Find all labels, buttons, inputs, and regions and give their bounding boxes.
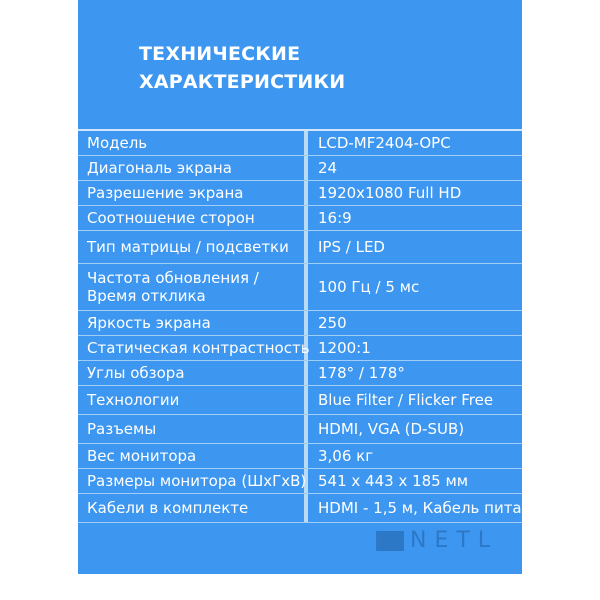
spec-value: IPS / LED <box>318 238 385 256</box>
title-line-2: ХАРАКТЕРИСТИКИ <box>139 71 346 93</box>
spec-label: Диагональ экрана <box>78 156 308 180</box>
spec-row-model <box>78 129 522 155</box>
spec-value: 100 Гц / 5 мс <box>318 278 420 296</box>
spec-row-brightness <box>78 310 522 335</box>
spec-row-dimensions <box>78 468 522 493</box>
spec-value: 3,06 кг <box>318 447 374 465</box>
spec-value: 178° / 178° <box>318 364 405 382</box>
logo-text: NETL <box>410 528 499 553</box>
spec-value: 541 x 443 x 185 мм <box>318 472 469 490</box>
spec-label: Технологии <box>78 386 308 414</box>
spec-label: Разрешение экрана <box>78 181 308 205</box>
spec-card <box>78 0 522 574</box>
spec-label: Модель <box>78 131 308 155</box>
spec-value: 16:9 <box>318 209 352 227</box>
spec-label: Яркость экрана <box>78 311 308 335</box>
spec-value: Blue Filter / Flicker Free <box>318 391 494 409</box>
spec-row-aspect <box>78 205 522 230</box>
spec-row-diagonal <box>78 155 522 180</box>
spec-row-weight <box>78 443 522 468</box>
spec-label: Статическая контрастность <box>78 336 308 360</box>
spec-row-angles <box>78 360 522 385</box>
title-line-1: ТЕХНИЧЕСКИЕ <box>139 43 301 65</box>
spec-table <box>78 129 522 523</box>
spec-row-contrast <box>78 335 522 360</box>
logo-mark-icon <box>376 531 404 551</box>
spec-row-ports <box>78 414 522 443</box>
brand-logo <box>376 528 498 553</box>
spec-value: 250 <box>318 314 347 332</box>
spec-row-refresh <box>78 263 522 310</box>
spec-label: Размеры монитора (ШхГхВ) <box>78 469 308 493</box>
spec-label: Разъемы <box>78 415 308 443</box>
spec-row-resolution <box>78 180 522 205</box>
spec-label: Кабели в комплекте <box>78 494 308 522</box>
spec-value: LCD-MF2404-OPC <box>318 134 451 152</box>
spec-label: Вес монитора <box>78 444 308 468</box>
spec-row-matrix <box>78 230 522 263</box>
spec-label: Частота обновления / Время отклика <box>78 264 308 310</box>
spec-value: 1200:1 <box>318 339 371 357</box>
spec-label: Тип матрицы / подсветки <box>78 231 308 263</box>
page-title <box>139 40 439 96</box>
spec-value: HDMI, VGA (D-SUB) <box>318 420 465 438</box>
spec-value: 24 <box>318 159 338 177</box>
spec-label: Соотношение сторон <box>78 206 308 230</box>
spec-label: Углы обзора <box>78 361 308 385</box>
spec-value: 1920x1080 Full HD <box>318 184 462 202</box>
spec-row-technologies <box>78 385 522 414</box>
spec-value: HDMI - 1,5 м, Кабель пита <box>318 499 522 517</box>
spec-row-cables <box>78 493 522 523</box>
